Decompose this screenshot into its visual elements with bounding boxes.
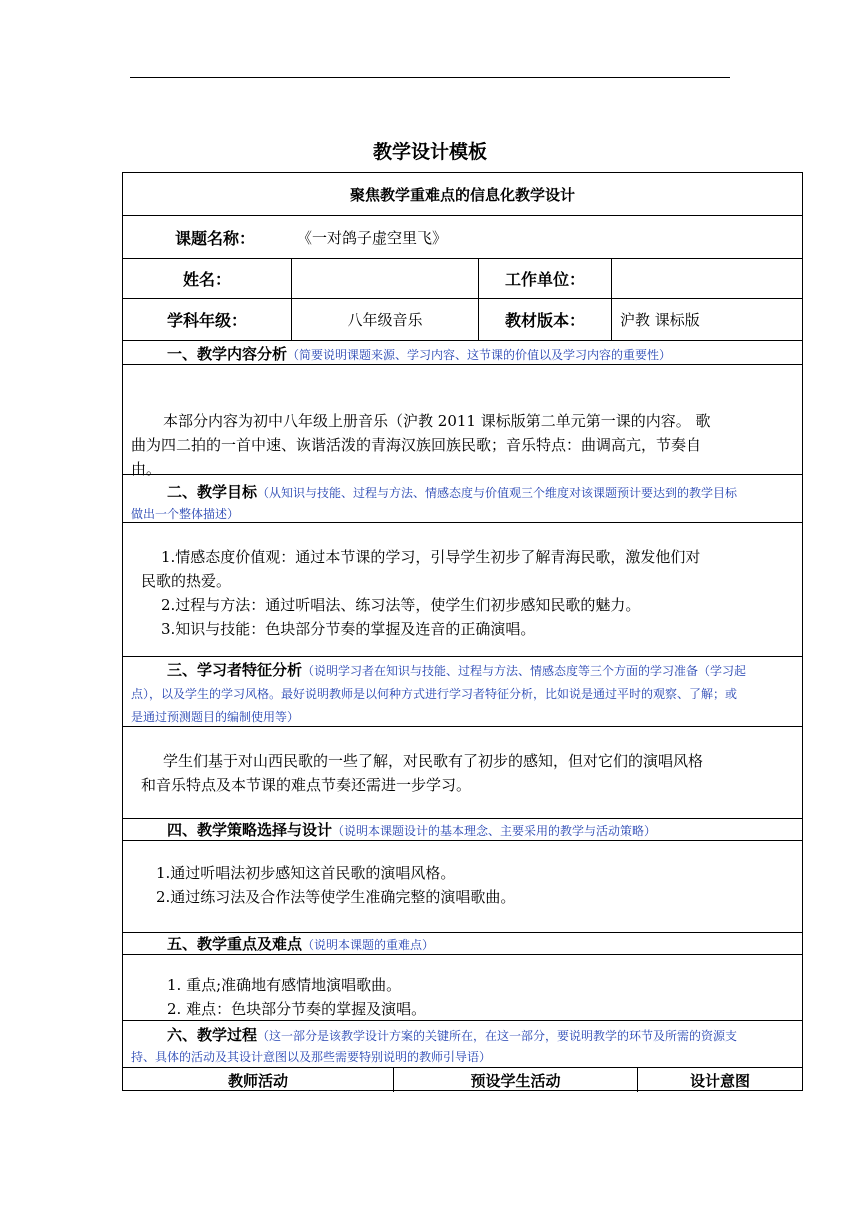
strategy-line-2: 2.通过练习法及合作法等使学生准确完整的演唱歌曲。 bbox=[156, 888, 516, 906]
form-header-row bbox=[123, 173, 802, 216]
content-analysis-body bbox=[123, 365, 802, 478]
edition-value[interactable]: 沪教 课标版 bbox=[620, 311, 700, 329]
topic-label: 课题名称： bbox=[175, 228, 256, 248]
form-header: 聚焦教学重难点的信息化教学设计 bbox=[349, 185, 575, 204]
name-label: 姓名： bbox=[123, 259, 292, 298]
unit-value[interactable] bbox=[612, 259, 802, 298]
keypoint-line-1: 1. 重点;准确地有感情地演唱歌曲。 bbox=[167, 976, 402, 994]
keypoint-line-2: 2. 难点：色块部分节奏的掌握及演唱。 bbox=[167, 1000, 427, 1018]
content-analysis-hint: （简要说明课题来源、学习内容、这节课的价值以及学习内容的重要性） bbox=[287, 348, 672, 362]
process-header bbox=[123, 1021, 802, 1068]
keypoints-hint: （说明本课题的重难点） bbox=[302, 938, 435, 952]
learners-line-2: 和音乐特点及本节课的难点节奏还需进一步学习。 bbox=[141, 776, 472, 794]
edition-label: 教材版本： bbox=[479, 299, 612, 340]
strategy-body bbox=[123, 841, 802, 933]
keypoints-header bbox=[123, 933, 802, 955]
grade-label: 学科年级： bbox=[123, 299, 292, 340]
goals-hint-line-2: 做出一个整体描述） bbox=[131, 507, 240, 521]
learners-hint-line-2: 点），以及学生的学习风格。最好说明教师是以何种方式进行学习者特征分析，比如说是通过平时的观察、了解；或 bbox=[131, 687, 738, 701]
name-unit-row bbox=[123, 259, 802, 299]
content-analysis-header bbox=[123, 341, 802, 365]
grade-edition-row bbox=[123, 299, 802, 341]
learners-header bbox=[123, 657, 802, 727]
content-line-1: 本部分内容为初中八年级上册音乐（沪教 2011 课标版第二单元第一课的内容。 歌 bbox=[163, 412, 711, 430]
content-line-3: 由。 bbox=[131, 460, 162, 478]
topic-row bbox=[123, 216, 802, 259]
document-title: 教学设计模板 bbox=[372, 141, 487, 163]
strategy-title: 四、教学策略选择与设计 bbox=[167, 821, 333, 839]
keypoints-title: 五、教学重点及难点 bbox=[167, 935, 303, 953]
topic-cell bbox=[175, 216, 802, 258]
content-line-2: 曲为四二拍的一首中速、诙谐活泼的青海汉族回族民歌；音乐特点：曲调高亢，节奏自 bbox=[131, 436, 702, 454]
col-design-intent: 设计意图 bbox=[689, 1071, 750, 1090]
learners-title: 三、学习者特征分析 bbox=[167, 661, 303, 679]
strategy-hint: （说明本课题设计的基本理念、主要采用的教学与活动策略） bbox=[332, 824, 657, 838]
goals-body bbox=[123, 523, 802, 657]
col-teacher-activity: 教师活动 bbox=[123, 1068, 394, 1092]
lesson-design-form bbox=[122, 172, 803, 1091]
goals-title: 二、教学目标 bbox=[167, 483, 258, 501]
process-hint-line-1: （这一部分是该教学设计方案的关键所在，在这一部分，要说明教学的环节及所需的资源支 bbox=[257, 1029, 738, 1043]
content-analysis-title: 一、教学内容分析 bbox=[167, 345, 288, 363]
goals-hint-line-1: （从知识与技能、过程与方法、情感态度与价值观三个维度对该课题预计要达到的教学目标 bbox=[257, 486, 738, 500]
process-hint-line-2: 持、具体的活动及其设计意图以及那些需要特别说明的教师引导语） bbox=[131, 1050, 492, 1064]
header-rule bbox=[130, 77, 730, 78]
goal-line-1: 1.情感态度价值观：通过本节课的学习，引导学生初步了解青海民歌，激发他们对 bbox=[161, 548, 701, 566]
col-student-activity: 预设学生活动 bbox=[394, 1068, 638, 1092]
process-title: 六、教学过程 bbox=[167, 1026, 258, 1044]
strategy-line-1: 1.通过听唱法初步感知这首民歌的演唱风格。 bbox=[156, 864, 456, 882]
unit-label: 工作单位： bbox=[479, 259, 612, 298]
learners-hint-line-3: 是通过预测题目的编制使用等） bbox=[131, 710, 300, 724]
learners-line-1: 学生们基于对山西民歌的一些了解，对民歌有了初步的感知，但对它们的演唱风格 bbox=[163, 752, 704, 770]
goal-line-3: 2.过程与方法：通过听唱法、练习法等，使学生们初步感知民歌的魅力。 bbox=[161, 596, 641, 614]
topic-value[interactable]: 《一对鸽子虚空里飞》 bbox=[297, 228, 448, 247]
learners-body bbox=[123, 727, 802, 819]
goals-header bbox=[123, 475, 802, 523]
goal-line-2: 民歌的热爱。 bbox=[141, 572, 232, 590]
strategy-header bbox=[123, 819, 802, 841]
name-value[interactable] bbox=[292, 259, 479, 298]
learners-hint-line-1: （说明学习者在知识与技能、过程与方法、情感态度等三个方面的学习准备（学习起 bbox=[302, 664, 747, 678]
process-table-header bbox=[123, 1068, 802, 1092]
grade-value[interactable]: 八年级音乐 bbox=[292, 299, 479, 340]
keypoints-body bbox=[123, 955, 802, 1021]
goal-line-4: 3.知识与技能：色块部分节奏的掌握及连音的正确演唱。 bbox=[161, 620, 536, 638]
